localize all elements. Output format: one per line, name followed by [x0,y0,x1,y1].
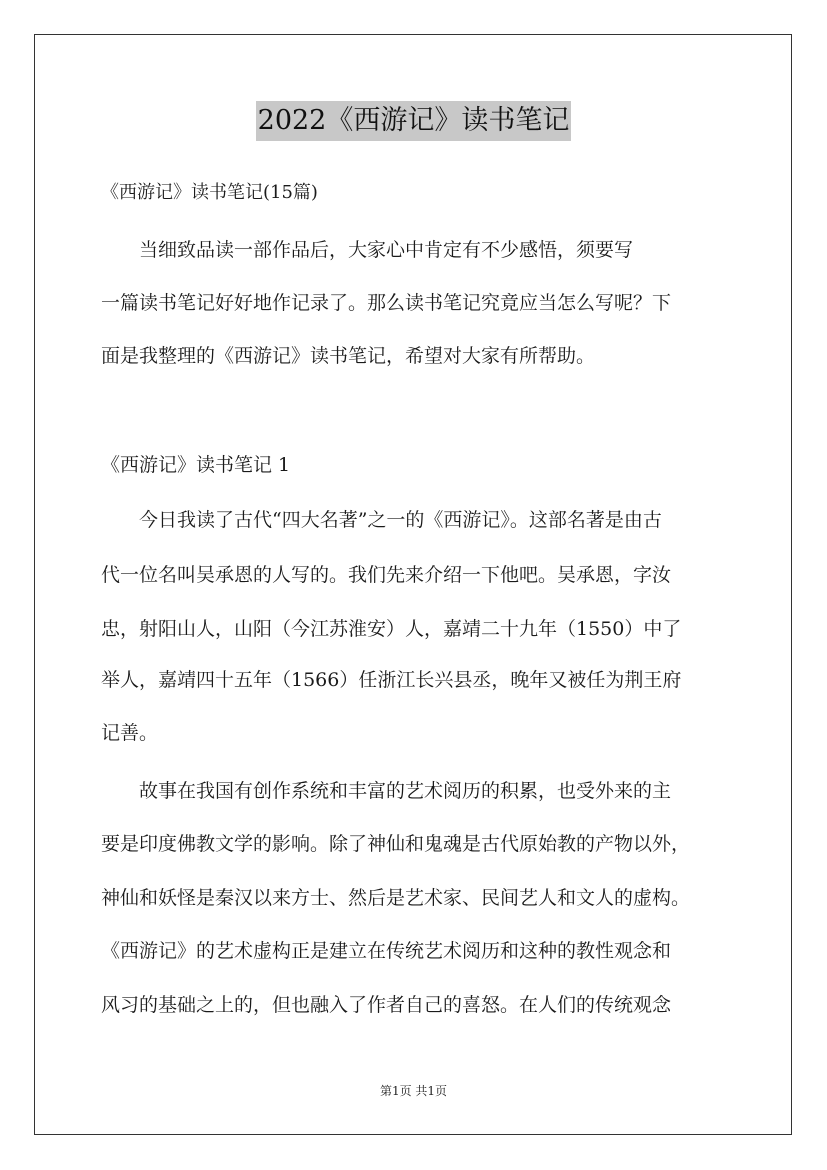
intro-line: 面是我整理的《西游记》读书笔记，希望对大家有所帮助。 [101,345,596,367]
paragraph-line: 今日我读了古代“四大名著”之一的《西游记》。这部名著是由古 [101,509,662,531]
paragraph-line: 代一位名叫吴承恩的人写的。我们先来介绍一下他吧。吴承恩，字汝 [101,564,672,586]
paragraph-line: 要是印度佛教文学的影响。除了神仙和鬼魂是古代原始教的产物以外， [101,833,691,855]
paragraph-line: 忠，射阳山人，山阳（今江苏淮安）人，嘉靖二十九年（1550）中了 [101,618,682,640]
paragraph-line: 举人，嘉靖四十五年（1566）任浙江长兴县丞，晚年又被任为荆王府 [101,669,682,691]
intro-line: 当细致品读一部作品后，大家心中肯定有不少感悟，须要写 [101,239,634,261]
paragraph-line: 风习的基础之上的，但也融入了作者自己的喜怒。在人们的传统观念 [101,994,672,1016]
section-heading: 《西游记》读书笔记 1 [101,454,291,476]
title-container [0,101,827,141]
paragraph-line: 记善。 [101,722,159,744]
page-footer: 第1页 共1页 [379,1084,448,1098]
paragraph-line: 故事在我国有创作系统和丰富的艺术阅历的积累，也受外来的主 [101,780,672,802]
paragraph-line: 《西游记》的艺术虚构正是建立在传统艺术阅历和这种的教性观念和 [101,940,672,962]
document-subtitle: 《西游记》读书笔记(15篇) [101,182,318,203]
document-title: 2022《西游记》读书笔记 [256,101,572,141]
paragraph-line: 神仙和妖怪是秦汉以来方士、然后是艺术家、民间艺人和文人的虚构。 [101,887,691,909]
intro-line: 一篇读书笔记好好地作记录了。那么读书笔记究竟应当怎么写呢？下 [101,292,672,314]
